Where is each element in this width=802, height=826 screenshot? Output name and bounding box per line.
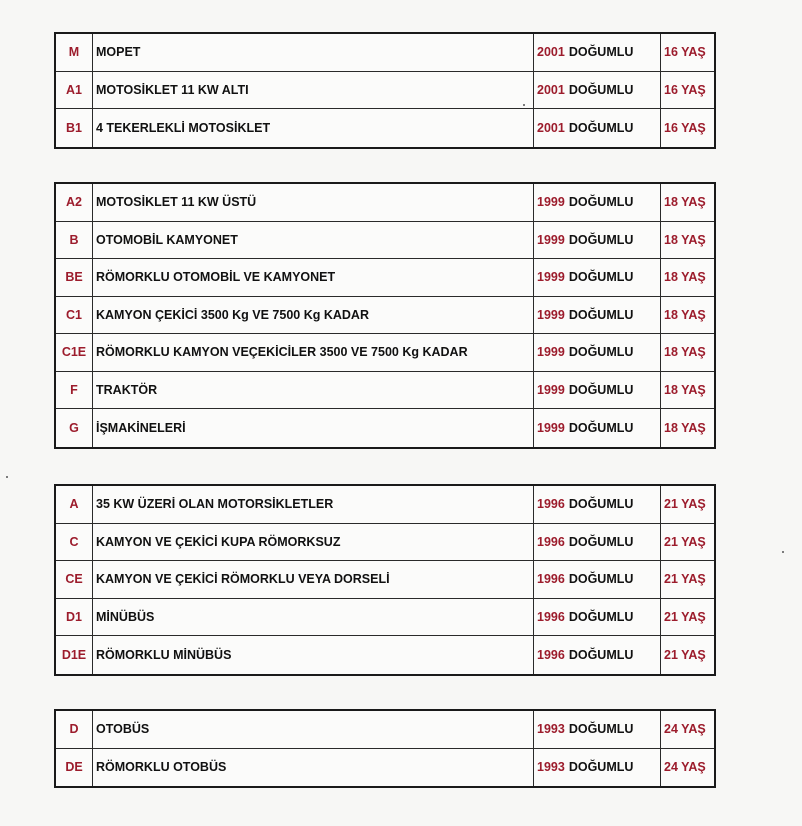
license-description: OTOBÜS <box>93 711 534 748</box>
license-table-group-2 <box>54 182 716 449</box>
license-row <box>56 297 714 335</box>
license-row <box>56 524 714 562</box>
license-description: 4 TEKERLEKLİ MOTOSİKLET <box>93 109 534 147</box>
minimum-age: 21 YAŞ <box>664 497 706 512</box>
minimum-age: 24 YAŞ <box>664 722 706 737</box>
birth-year-cell <box>534 297 661 334</box>
license-code: CE <box>56 561 93 598</box>
license-row <box>56 184 714 222</box>
license-description: RÖMORKLU OTOBÜS <box>93 749 534 787</box>
license-description: MOPET <box>93 34 534 71</box>
minimum-age: 21 YAŞ <box>664 534 706 549</box>
minimum-age: 18 YAŞ <box>664 382 706 397</box>
minimum-age: 21 YAŞ <box>664 647 706 662</box>
minimum-age: 18 YAŞ <box>664 420 706 435</box>
born-label: DOĞUMLU <box>568 345 634 360</box>
minimum-age: 18 YAŞ <box>664 270 706 285</box>
license-row <box>56 749 714 787</box>
license-row <box>56 72 714 110</box>
license-row <box>56 486 714 524</box>
birth-year-cell <box>534 184 661 221</box>
license-description: TRAKTÖR <box>93 372 534 409</box>
minimum-age: 18 YAŞ <box>664 307 706 322</box>
born-label: DOĞUMLU <box>568 270 634 285</box>
license-description: MOTOSİKLET 11 KW ÜSTÜ <box>93 184 534 221</box>
minimum-age: 16 YAŞ <box>664 45 706 60</box>
born-label: DOĞUMLU <box>568 382 634 397</box>
license-code: D1 <box>56 599 93 636</box>
license-description: İŞMAKİNELERİ <box>93 409 534 447</box>
license-row <box>56 222 714 260</box>
birth-year-cell <box>534 259 661 296</box>
birth-year: 2001 <box>537 120 565 135</box>
born-label: DOĞUMLU <box>568 82 634 97</box>
born-label: DOĞUMLU <box>568 647 634 662</box>
birth-year-cell <box>534 409 661 447</box>
license-description: RÖMORKLU OTOMOBİL VE KAMYONET <box>93 259 534 296</box>
birth-year: 1999 <box>537 270 565 285</box>
born-label: DOĞUMLU <box>568 420 634 435</box>
license-description: KAMYON VE ÇEKİCİ RÖMORKLU VEYA DORSELİ <box>93 561 534 598</box>
license-code: DE <box>56 749 93 787</box>
license-code: B <box>56 222 93 259</box>
minimum-age: 18 YAŞ <box>664 345 706 360</box>
birth-year: 2001 <box>537 45 565 60</box>
scan-speck <box>6 476 8 478</box>
minimum-age: 21 YAŞ <box>664 609 706 624</box>
birth-year: 1996 <box>537 497 565 512</box>
license-description: 35 KW ÜZERİ OLAN MOTORSİKLETLER <box>93 486 534 523</box>
birth-year-cell <box>534 711 661 748</box>
license-description: RÖMORKLU MİNÜBÜS <box>93 636 534 674</box>
born-label: DOĞUMLU <box>568 609 634 624</box>
license-row <box>56 372 714 410</box>
birth-year: 1993 <box>537 760 565 775</box>
born-label: DOĞUMLU <box>568 760 634 775</box>
minimum-age: 16 YAŞ <box>664 120 706 135</box>
license-description: RÖMORKLU KAMYON VEÇEKİCİLER 3500 VE 7500 Kg KADAR <box>93 334 534 371</box>
scan-speck <box>782 551 784 553</box>
birth-year: 1999 <box>537 195 565 210</box>
born-label: DOĞUMLU <box>568 722 634 737</box>
birth-year: 1993 <box>537 722 565 737</box>
license-code: A <box>56 486 93 523</box>
minimum-age: 18 YAŞ <box>664 232 706 247</box>
birth-year-cell <box>534 34 661 71</box>
license-table-group-4 <box>54 709 716 788</box>
born-label: DOĞUMLU <box>568 195 634 210</box>
birth-year-cell <box>534 334 661 371</box>
birth-year-cell <box>534 72 661 109</box>
license-row <box>56 561 714 599</box>
license-description: MOTOSİKLET 11 KW ALTI <box>93 72 534 109</box>
birth-year-cell <box>534 749 661 787</box>
license-row <box>56 259 714 297</box>
license-code: BE <box>56 259 93 296</box>
license-code: M <box>56 34 93 71</box>
scan-speck <box>523 104 525 106</box>
license-description: OTOMOBİL KAMYONET <box>93 222 534 259</box>
birth-year-cell <box>534 636 661 674</box>
born-label: DOĞUMLU <box>568 45 634 60</box>
birth-year: 1999 <box>537 345 565 360</box>
birth-year-cell <box>534 524 661 561</box>
license-description: MİNÜBÜS <box>93 599 534 636</box>
license-row <box>56 636 714 674</box>
birth-year-cell <box>534 372 661 409</box>
birth-year: 1999 <box>537 232 565 247</box>
minimum-age: 16 YAŞ <box>664 82 706 97</box>
license-table-group-3 <box>54 484 716 676</box>
born-label: DOĞUMLU <box>568 307 634 322</box>
birth-year: 1996 <box>537 609 565 624</box>
license-row <box>56 109 714 147</box>
birth-year: 2001 <box>537 82 565 97</box>
license-description: KAMYON VE ÇEKİCİ KUPA RÖMORKSUZ <box>93 524 534 561</box>
license-code: C1E <box>56 334 93 371</box>
license-code: A2 <box>56 184 93 221</box>
license-code: D1E <box>56 636 93 674</box>
license-row <box>56 34 714 72</box>
birth-year: 1996 <box>537 572 565 587</box>
license-row <box>56 599 714 637</box>
license-row <box>56 334 714 372</box>
born-label: DOĞUMLU <box>568 120 634 135</box>
minimum-age: 24 YAŞ <box>664 760 706 775</box>
license-row <box>56 711 714 749</box>
birth-year-cell <box>534 599 661 636</box>
born-label: DOĞUMLU <box>568 534 634 549</box>
born-label: DOĞUMLU <box>568 572 634 587</box>
minimum-age: 21 YAŞ <box>664 572 706 587</box>
license-code: A1 <box>56 72 93 109</box>
born-label: DOĞUMLU <box>568 232 634 247</box>
birth-year-cell <box>534 222 661 259</box>
license-description: KAMYON ÇEKİCİ 3500 Kg VE 7500 Kg KADAR <box>93 297 534 334</box>
birth-year-cell <box>534 109 661 147</box>
birth-year: 1999 <box>537 420 565 435</box>
birth-year: 1996 <box>537 534 565 549</box>
license-code: C1 <box>56 297 93 334</box>
license-table-group-1 <box>54 32 716 149</box>
birth-year-cell <box>534 561 661 598</box>
license-code: F <box>56 372 93 409</box>
license-code: C <box>56 524 93 561</box>
birth-year: 1999 <box>537 382 565 397</box>
birth-year: 1999 <box>537 307 565 322</box>
license-row <box>56 409 714 447</box>
born-label: DOĞUMLU <box>568 497 634 512</box>
birth-year-cell <box>534 486 661 523</box>
license-code: B1 <box>56 109 93 147</box>
license-code: G <box>56 409 93 447</box>
birth-year: 1996 <box>537 647 565 662</box>
minimum-age: 18 YAŞ <box>664 195 706 210</box>
license-code: D <box>56 711 93 748</box>
